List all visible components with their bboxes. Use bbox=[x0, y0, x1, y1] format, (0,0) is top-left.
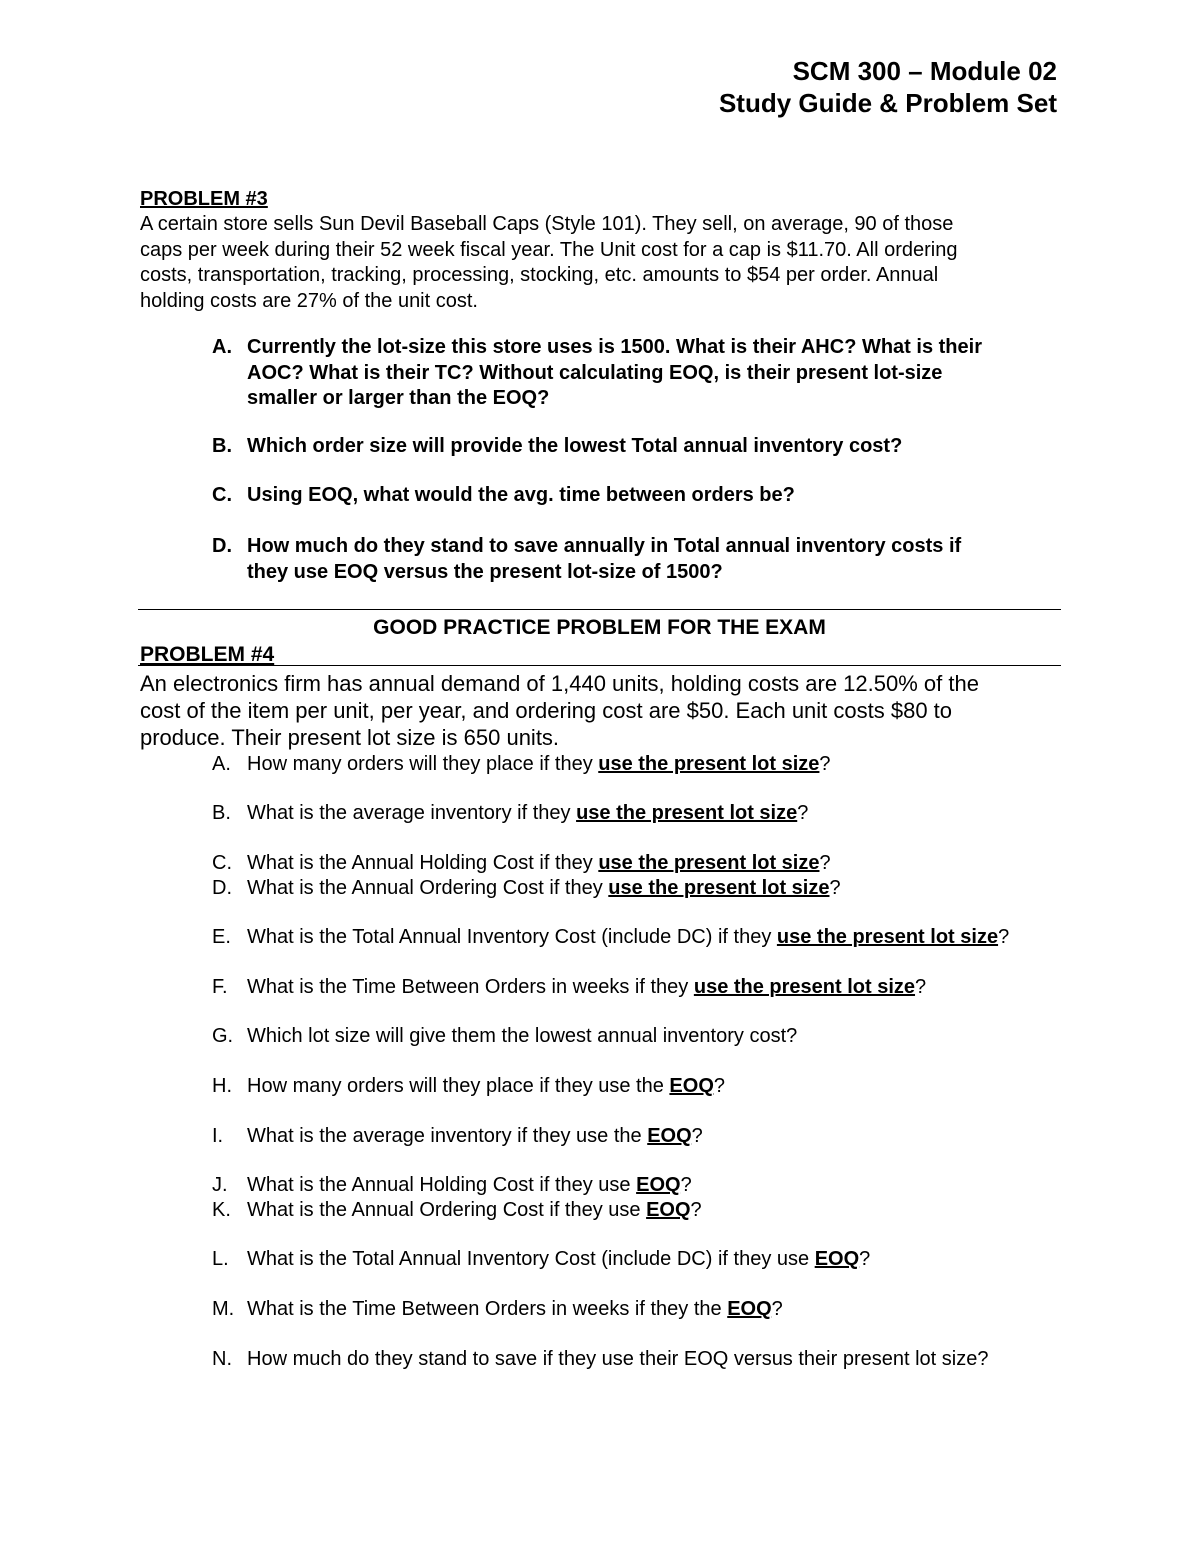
question-letter: E. bbox=[212, 926, 231, 948]
question-text-part: ? bbox=[771, 1298, 783, 1320]
question-text bbox=[247, 1298, 783, 1320]
problem-4-question-g bbox=[212, 1024, 1092, 1049]
question-letter: K. bbox=[212, 1199, 231, 1221]
question-text bbox=[247, 976, 926, 998]
section-divider bbox=[138, 665, 1061, 666]
question-text-part: ? bbox=[713, 1075, 725, 1097]
question-text-part: ? bbox=[680, 1174, 692, 1196]
question-text bbox=[247, 1174, 692, 1196]
problem-3-line: caps per week during their 52 week fiscal year. The Unit cost for a cap is $11.70. All ordering bbox=[140, 238, 958, 261]
question-text-part: What is the average inventory if they use the bbox=[247, 1125, 648, 1147]
question-letter: D. bbox=[212, 877, 232, 899]
document-subtitle: Study Guide & Problem Set bbox=[718, 88, 1057, 118]
question-emphasis: EOQ bbox=[814, 1248, 860, 1270]
question-text-part: What is the Annual Ordering Cost if they use bbox=[247, 1199, 647, 1221]
problem-4-line: An electronics firm has annual demand of 1,440 units, holding costs are 12.50% of the bbox=[140, 671, 979, 696]
question-letter: J. bbox=[212, 1174, 228, 1196]
question-line: Which order size will provide the lowest Total annual inventory cost? bbox=[247, 435, 903, 457]
question-line: How much do they stand to save annually in Total annual inventory costs if bbox=[247, 535, 962, 557]
question-letter: B. bbox=[212, 435, 232, 457]
problem-4-question-k bbox=[212, 1198, 1092, 1223]
problem-4-question-i bbox=[212, 1124, 1092, 1149]
question-letter: H. bbox=[212, 1075, 232, 1097]
question-emphasis: EOQ bbox=[669, 1075, 714, 1097]
question-emphasis: use the present lot size bbox=[608, 877, 830, 899]
good-practice-heading: GOOD PRACTICE PROBLEM FOR THE EXAM bbox=[373, 616, 826, 639]
question-emphasis: use the present lot size bbox=[776, 926, 999, 948]
problem-4-question-h bbox=[212, 1074, 1092, 1099]
question-text-part: What is the Annual Holding Cost if they bbox=[247, 852, 599, 874]
question-letter: A. bbox=[212, 753, 231, 775]
question-text-part: What is the average inventory if they bbox=[247, 802, 577, 824]
question-text-part: ? bbox=[797, 802, 809, 824]
question-text-part: ? bbox=[915, 976, 927, 998]
question-text-part: What is the Annual Ordering Cost if they bbox=[247, 877, 609, 899]
problem-4-question-b bbox=[212, 801, 1092, 826]
question-line: they use EOQ versus the present lot-size of 1500? bbox=[247, 560, 723, 583]
problem-4-question-f bbox=[212, 975, 1092, 1000]
question-emphasis: use the present lot size bbox=[598, 852, 820, 874]
problem-3-line: costs, transportation, tracking, processing, stocking, etc. amounts to $54 per order. Annual bbox=[140, 264, 939, 286]
problem-3-line: holding costs are 27% of the unit cost. bbox=[140, 289, 478, 312]
question-text bbox=[247, 753, 831, 775]
problem-4-line: produce. Their present lot size is 650 units. bbox=[140, 725, 560, 750]
problem-3-section bbox=[140, 186, 1070, 314]
question-text-part: What is the Annual Holding Cost if they use bbox=[247, 1174, 637, 1196]
problem-3-question-a bbox=[212, 335, 1072, 412]
question-text bbox=[247, 852, 831, 874]
question-letter: L. bbox=[212, 1248, 229, 1270]
question-letter: I. bbox=[212, 1125, 224, 1147]
document-header bbox=[719, 55, 1057, 119]
problem-4-question-e bbox=[212, 925, 1092, 950]
question-text-part: How much do they stand to save if they use their EOQ versus their present lot size? bbox=[247, 1348, 989, 1370]
question-text bbox=[247, 1075, 725, 1097]
problem-4-question-n bbox=[212, 1347, 1092, 1372]
question-text-part: ? bbox=[691, 1125, 703, 1147]
problem-4-description bbox=[140, 670, 1060, 751]
question-letter: B. bbox=[212, 802, 231, 824]
problem-3-description bbox=[140, 212, 1040, 314]
problem-4-question-c bbox=[212, 851, 1092, 876]
question-letter: G. bbox=[212, 1025, 234, 1047]
question-emphasis: use the present lot size bbox=[693, 976, 916, 998]
problem-3-question-c bbox=[212, 483, 1072, 509]
problem-3-question-d bbox=[212, 534, 1072, 585]
question-text-part: ? bbox=[859, 1248, 871, 1270]
problem-4-heading: PROBLEM #4 bbox=[140, 643, 275, 666]
problem-3-question-b bbox=[212, 434, 1072, 460]
question-text-part: ? bbox=[998, 926, 1010, 948]
question-letter: N. bbox=[212, 1348, 232, 1370]
question-text-part: ? bbox=[819, 753, 831, 775]
question-text bbox=[247, 1025, 797, 1047]
question-text-part: How many orders will they place if they use the bbox=[247, 1075, 670, 1097]
question-emphasis: EOQ bbox=[646, 1199, 691, 1221]
question-text bbox=[247, 1125, 703, 1147]
question-text bbox=[247, 1199, 702, 1221]
question-text-part: What is the Total Annual Inventory Cost (include DC) if they bbox=[247, 926, 777, 948]
question-line: smaller or larger than the EOQ? bbox=[247, 387, 550, 409]
problem-4-question-a bbox=[212, 752, 1092, 777]
question-letter: F. bbox=[212, 976, 228, 998]
question-text-part: What is the Time Between Orders in weeks if they the bbox=[247, 1298, 728, 1320]
question-line: Currently the lot-size this store uses is 1500. What is their AHC? What is their bbox=[247, 336, 982, 358]
section-divider bbox=[138, 609, 1061, 610]
course-title: SCM 300 – Module 02 bbox=[792, 56, 1057, 86]
problem-3-line: A certain store sells Sun Devil Baseball Caps (Style 101). They sell, on average, 90 of those bbox=[140, 213, 954, 235]
problem-4-line: cost of the item per unit, per year, and ordering cost are $50. Each unit costs $80 to bbox=[140, 698, 953, 723]
question-line: AOC? What is their TC? Without calculating EOQ, is their present lot-size bbox=[247, 361, 943, 384]
question-text bbox=[247, 1248, 870, 1270]
question-text bbox=[247, 802, 808, 824]
question-text-part: ? bbox=[690, 1199, 702, 1221]
question-letter: A. bbox=[212, 336, 232, 358]
question-text-part: Which lot size will give them the lowest annual inventory cost? bbox=[247, 1025, 798, 1047]
problem-3-heading: PROBLEM #3 bbox=[140, 188, 268, 210]
question-text-part: ? bbox=[819, 852, 831, 874]
question-text-part: How many orders will they place if they bbox=[247, 753, 599, 775]
question-text-part: ? bbox=[829, 877, 841, 899]
question-emphasis: EOQ bbox=[636, 1174, 681, 1196]
problem-4-question-j bbox=[212, 1173, 1092, 1198]
question-text-part: What is the Time Between Orders in weeks if they bbox=[247, 976, 694, 998]
question-letter: M. bbox=[212, 1298, 235, 1320]
problem-4-question-d bbox=[212, 876, 1092, 901]
problem-4-question-l bbox=[212, 1247, 1092, 1272]
question-emphasis: EOQ bbox=[727, 1298, 772, 1320]
question-emphasis: EOQ bbox=[647, 1125, 692, 1147]
question-letter: D. bbox=[212, 535, 232, 557]
question-text bbox=[247, 926, 1009, 948]
question-text bbox=[247, 1348, 988, 1370]
question-emphasis: use the present lot size bbox=[576, 802, 798, 824]
question-line: Using EOQ, what would the avg. time between orders be? bbox=[247, 484, 795, 506]
problem-4-question-m bbox=[212, 1297, 1092, 1322]
question-text-part: What is the Total Annual Inventory Cost (include DC) if they use bbox=[247, 1248, 815, 1270]
question-text bbox=[247, 877, 841, 899]
question-letter: C. bbox=[212, 484, 232, 506]
question-emphasis: use the present lot size bbox=[598, 753, 820, 775]
question-letter: C. bbox=[212, 852, 232, 874]
